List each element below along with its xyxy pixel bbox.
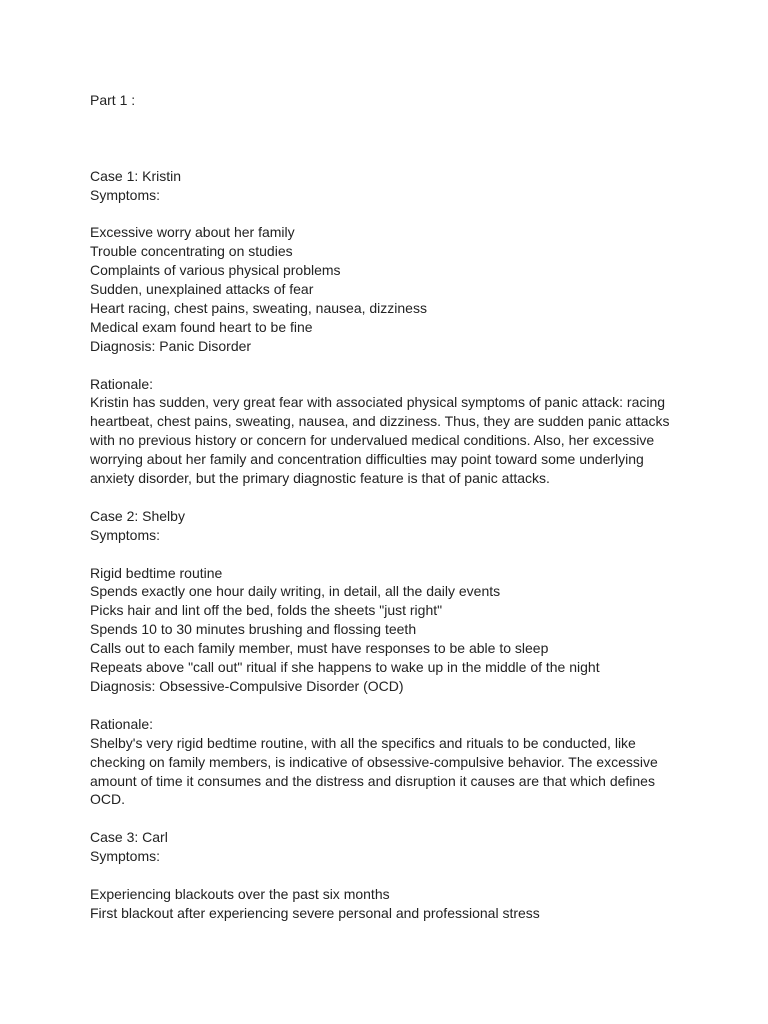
rationale-line: with no previous history or concern for undervalued medical conditions. Also, her excessive — [90, 432, 655, 449]
case-heading: Case 3: Carl — [90, 829, 168, 846]
case-heading: Case 1: Kristin — [90, 167, 182, 184]
symptom-item: First blackout after experiencing severe personal and professional stress — [90, 904, 540, 921]
symptom-item: Experiencing blackouts over the past six months — [90, 885, 390, 902]
document-page — [90, 91, 670, 923]
spacer — [90, 696, 670, 715]
symptom-item: Spends 10 to 30 minutes brushing and flossing teeth — [90, 621, 417, 638]
rationale-line: anxiety disorder, but the primary diagnostic feature is that of panic attacks. — [90, 470, 550, 487]
spacer — [90, 866, 670, 885]
rationale-line: Shelby's very rigid bedtime routine, with all the specifics and rituals to be conducted, like — [90, 734, 636, 751]
rationale-label: Rationale: — [90, 375, 154, 392]
rationale-line: OCD. — [90, 791, 125, 808]
spacer — [90, 110, 670, 167]
symptom-item: Sudden, unexplained attacks of fear — [90, 281, 314, 298]
spacer — [90, 545, 670, 564]
page-title: Part 1 : — [90, 92, 136, 108]
symptom-item: Trouble concentrating on studies — [90, 243, 293, 260]
symptom-item: Excessive worry about her family — [90, 224, 295, 241]
case-heading: Case 2: Shelby — [90, 507, 185, 524]
spacer — [90, 488, 670, 507]
symptoms-label: Symptoms: — [90, 186, 161, 203]
rationale-line: Kristin has sudden, very great fear with associated physical symptoms of panic attack: racing — [90, 394, 666, 411]
case-2 — [90, 507, 670, 828]
symptom-item: Repeats above "call out" ritual if she happens to wake up in the middle of the night — [90, 659, 600, 676]
spacer — [90, 356, 670, 375]
symptom-item: Rigid bedtime routine — [90, 564, 223, 581]
symptom-item: Calls out to each family member, must have responses to be able to sleep — [90, 640, 549, 657]
symptoms-label: Symptoms: — [90, 848, 161, 865]
symptom-item: Heart racing, chest pains, sweating, nausea, dizziness — [90, 299, 427, 316]
case-1 — [90, 167, 670, 507]
symptom-item: Spends exactly one hour daily writing, in detail, all the daily events — [90, 583, 501, 600]
rationale-line: heartbeat, chest pains, sweating, nausea, and dizziness. Thus, they are sudden panic attacks — [90, 413, 670, 430]
symptom-item: Picks hair and lint off the bed, folds the sheets "just right" — [90, 602, 443, 619]
spacer — [90, 204, 670, 223]
spacer — [90, 809, 670, 828]
rationale-line: checking on family members, is indicative of obsessive-compulsive behavior. The excessive — [90, 753, 658, 770]
symptoms-label: Symptoms: — [90, 526, 161, 543]
symptom-item: Medical exam found heart to be fine — [90, 318, 313, 335]
diagnosis: Diagnosis: Obsessive-Compulsive Disorder (OCD) — [90, 678, 404, 694]
diagnosis: Diagnosis: Panic Disorder — [90, 337, 252, 354]
case-3 — [90, 828, 670, 923]
rationale-line: worrying about her family and concentration difficulties may point toward some underlying — [90, 451, 644, 468]
symptom-item: Complaints of various physical problems — [90, 262, 341, 279]
rationale-line: amount of time it consumes and the distress and disruption it causes are that which defines — [90, 772, 655, 789]
rationale-label: Rationale: — [90, 715, 154, 732]
